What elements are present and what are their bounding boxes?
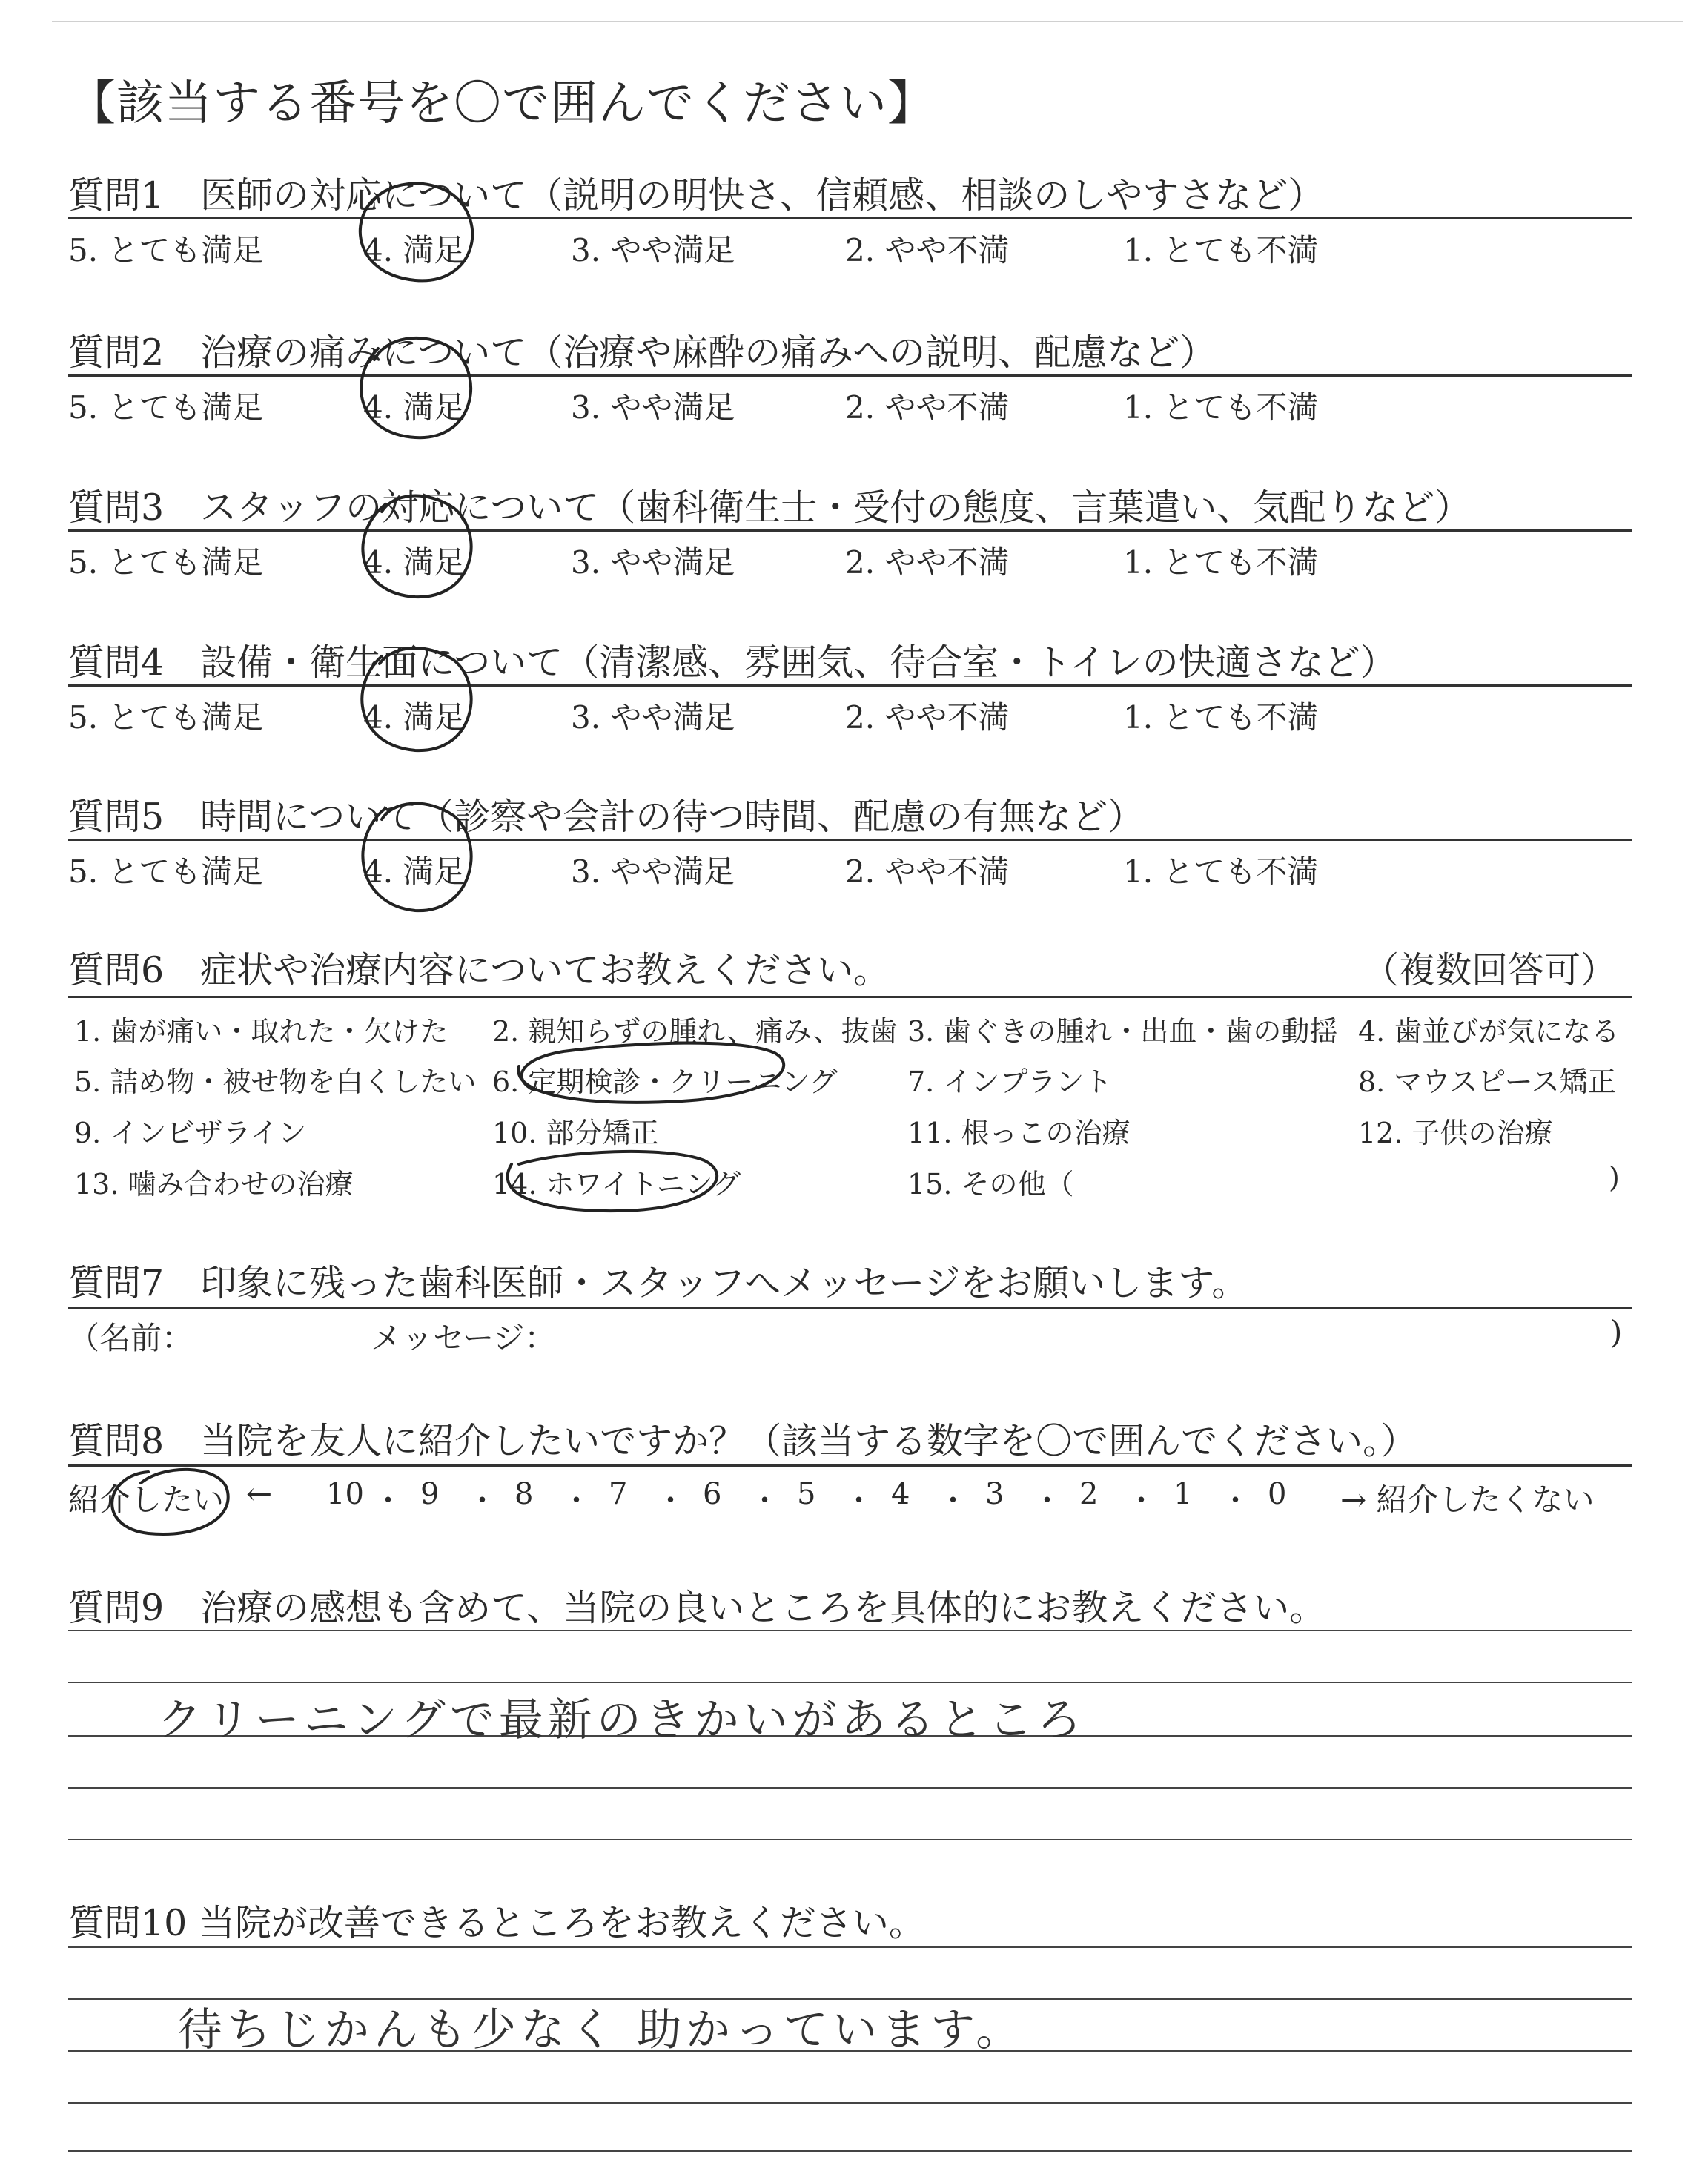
q1-option-3[interactable]: 3. やや満足 [571, 232, 735, 268]
q8-scale-separator: ・ [467, 1484, 497, 1518]
q1-option-2[interactable]: 2. やや不満 [845, 232, 1010, 268]
q8-scale-value[interactable]: 10 [326, 1477, 364, 1511]
q8-scale-value[interactable]: 7 [609, 1477, 628, 1511]
q6-option-4[interactable]: 4. 歯並びが気になる [1358, 1015, 1620, 1048]
q10-handwritten-answer: 待ちじかんも少なく 助かっています。 [178, 2004, 1025, 2056]
q8-scale-value[interactable]: 3 [985, 1477, 1004, 1511]
q6-option-5[interactable]: 5. 詰め物・被せ物を白くしたい [74, 1066, 477, 1098]
q5-option-4[interactable]: 4. 満足 [363, 853, 466, 890]
q6-option-1[interactable]: 1. 歯が痛い・取れた・欠けた [74, 1015, 448, 1048]
q9-heading: 質問9 治療の感想も含めて、当院の良いところを具体的にお教えください。 [68, 1587, 1326, 1629]
q10-line [68, 2102, 1632, 2104]
q1-option-1[interactable]: 1. とても不満 [1123, 232, 1319, 268]
q6-option-6[interactable]: 6. 定期検診・クリーニング [492, 1066, 838, 1098]
q6-option-9[interactable]: 9. インビザライン [74, 1117, 307, 1149]
q5-heading: 質問5 時間について（診察や会計の待つ時間、配慮の有無など） [68, 796, 1145, 838]
q4-option-4[interactable]: 4. 満足 [363, 699, 466, 736]
q8-left-label[interactable]: 紹介したい [68, 1482, 225, 1518]
q8-scale-value[interactable]: 6 [703, 1477, 722, 1511]
q1-option-5[interactable]: 5. とても満足 [68, 232, 264, 268]
q8-scale-separator: ・ [938, 1484, 968, 1518]
q2-option-1[interactable]: 1. とても不満 [1123, 389, 1319, 426]
q8-scale-separator: ・ [1126, 1484, 1156, 1518]
q8-right-label[interactable]: → 紹介したくない [1340, 1482, 1595, 1518]
q6-option-11[interactable]: 11. 根っこの治療 [907, 1117, 1131, 1149]
top-border [52, 21, 1683, 22]
q6-option-12[interactable]: 12. 子供の治療 [1358, 1117, 1553, 1149]
q6-multiple-note: （複数回答可） [1363, 949, 1618, 991]
q3-option-3[interactable]: 3. やや満足 [571, 544, 735, 581]
q9-line [68, 1630, 1632, 1631]
q4-option-3[interactable]: 3. やや満足 [571, 699, 735, 736]
q9-handwritten-answer: クリーニングで最新のきかいがあるところ [157, 1694, 1086, 1746]
q7-close-paren: ) [1610, 1314, 1623, 1350]
q8-scale-separator: ・ [749, 1484, 780, 1518]
q6-option-7[interactable]: 7. インプラント [907, 1066, 1113, 1098]
q6-option-8[interactable]: 8. マウスピース矯正 [1358, 1066, 1616, 1098]
q6-option-2[interactable]: 2. 親知らずの腫れ、痛み、抜歯 [492, 1015, 898, 1048]
q8-scale-separator: ・ [655, 1484, 686, 1518]
q2-heading: 質問2 治療の痛みについて（治療や麻酔の痛みへの説明、配慮など） [68, 331, 1217, 374]
q1-heading: 質問1 医師の対応について（説明の明快さ、信頼感、相談のしやすさなど） [68, 174, 1325, 217]
q8-scale-value[interactable]: 1 [1174, 1477, 1193, 1511]
q9-line [68, 1682, 1632, 1683]
q9-line [68, 1787, 1632, 1789]
q10-line [68, 2150, 1632, 2152]
q8-scale-value[interactable]: 2 [1079, 1477, 1099, 1511]
q6-underline [68, 996, 1632, 998]
q2-option-4[interactable]: 4. 満足 [363, 389, 466, 426]
q5-option-3[interactable]: 3. やや満足 [571, 853, 735, 890]
q8-scale-value[interactable]: 5 [797, 1477, 816, 1511]
q6-heading: 質問6 症状や治療内容についてお教えください。 [68, 949, 890, 991]
q4-heading: 質問4 設備・衛生面について（清潔感、雰囲気、待合室・トイレの快適さなど） [68, 641, 1397, 684]
q1-option-4[interactable]: 4. 満足 [363, 232, 466, 268]
q5-option-1[interactable]: 1. とても不満 [1123, 853, 1319, 890]
q3-option-5[interactable]: 5. とても満足 [68, 544, 264, 581]
q8-scale-separator: ・ [561, 1484, 592, 1518]
q10-line [68, 1946, 1632, 1948]
q3-underline [68, 529, 1632, 532]
q1-underline [68, 217, 1632, 219]
q4-underline [68, 684, 1632, 687]
q3-heading: 質問3 スタッフの対応について（歯科衛生士・受付の態度、言葉遣い、気配りなど） [68, 486, 1472, 529]
q9-line [68, 1839, 1632, 1840]
q10-heading: 質問10 当院が改善できるところをお教えください。 [68, 1902, 925, 1944]
q4-option-5[interactable]: 5. とても満足 [68, 699, 264, 736]
q8-scale-value[interactable]: 0 [1268, 1477, 1287, 1511]
q8-scale-separator: ・ [1220, 1484, 1251, 1518]
q8-scale-separator: ・ [844, 1484, 874, 1518]
q8-scale-separator: ・ [1032, 1484, 1062, 1518]
q7-message-label: メッセージ： [371, 1320, 556, 1356]
q5-underline [68, 839, 1632, 841]
q8-underline [68, 1464, 1632, 1467]
q7-underline [68, 1307, 1632, 1309]
q6-option-15[interactable]: 15. その他（ [907, 1168, 1074, 1200]
q6-option-3[interactable]: 3. 歯ぐきの腫れ・出血・歯の動揺 [907, 1015, 1338, 1048]
q6-option-13[interactable]: 13. 噛み合わせの治療 [74, 1168, 354, 1200]
q5-option-2[interactable]: 2. やや不満 [845, 853, 1010, 890]
page-title: 【該当する番号を〇で囲んでください】 [68, 76, 936, 131]
q2-option-2[interactable]: 2. やや不満 [845, 389, 1010, 426]
q3-option-1[interactable]: 1. とても不満 [1123, 544, 1319, 581]
q8-scale-value[interactable]: 4 [891, 1477, 910, 1511]
q3-option-4[interactable]: 4. 満足 [363, 544, 466, 581]
q6-option-14[interactable]: 14. ホワイトニング [492, 1168, 741, 1200]
q7-heading: 質問7 印象に残った歯科医師・スタッフへメッセージをお願いします。 [68, 1262, 1248, 1304]
q6-other-close-paren: ) [1609, 1161, 1620, 1194]
q5-option-5[interactable]: 5. とても満足 [68, 853, 264, 890]
q2-underline [68, 374, 1632, 377]
q8-left-arrow: ← [246, 1476, 273, 1512]
q8-heading: 質問8 当院を友人に紹介したいですか？（該当する数字を〇で囲んでください。） [68, 1420, 1417, 1462]
q2-option-3[interactable]: 3. やや満足 [571, 389, 735, 426]
q8-scale-value[interactable]: 8 [514, 1477, 534, 1511]
q4-option-1[interactable]: 1. とても不満 [1123, 699, 1319, 736]
q4-option-2[interactable]: 2. やや不満 [845, 699, 1010, 736]
q8-scale-separator: ・ [373, 1484, 403, 1518]
q2-option-5[interactable]: 5. とても満足 [68, 389, 264, 426]
q8-scale-value[interactable]: 9 [420, 1477, 440, 1511]
q6-option-10[interactable]: 10. 部分矯正 [492, 1117, 659, 1149]
q7-name-label: （名前： [68, 1320, 193, 1356]
q3-option-2[interactable]: 2. やや不満 [845, 544, 1010, 581]
